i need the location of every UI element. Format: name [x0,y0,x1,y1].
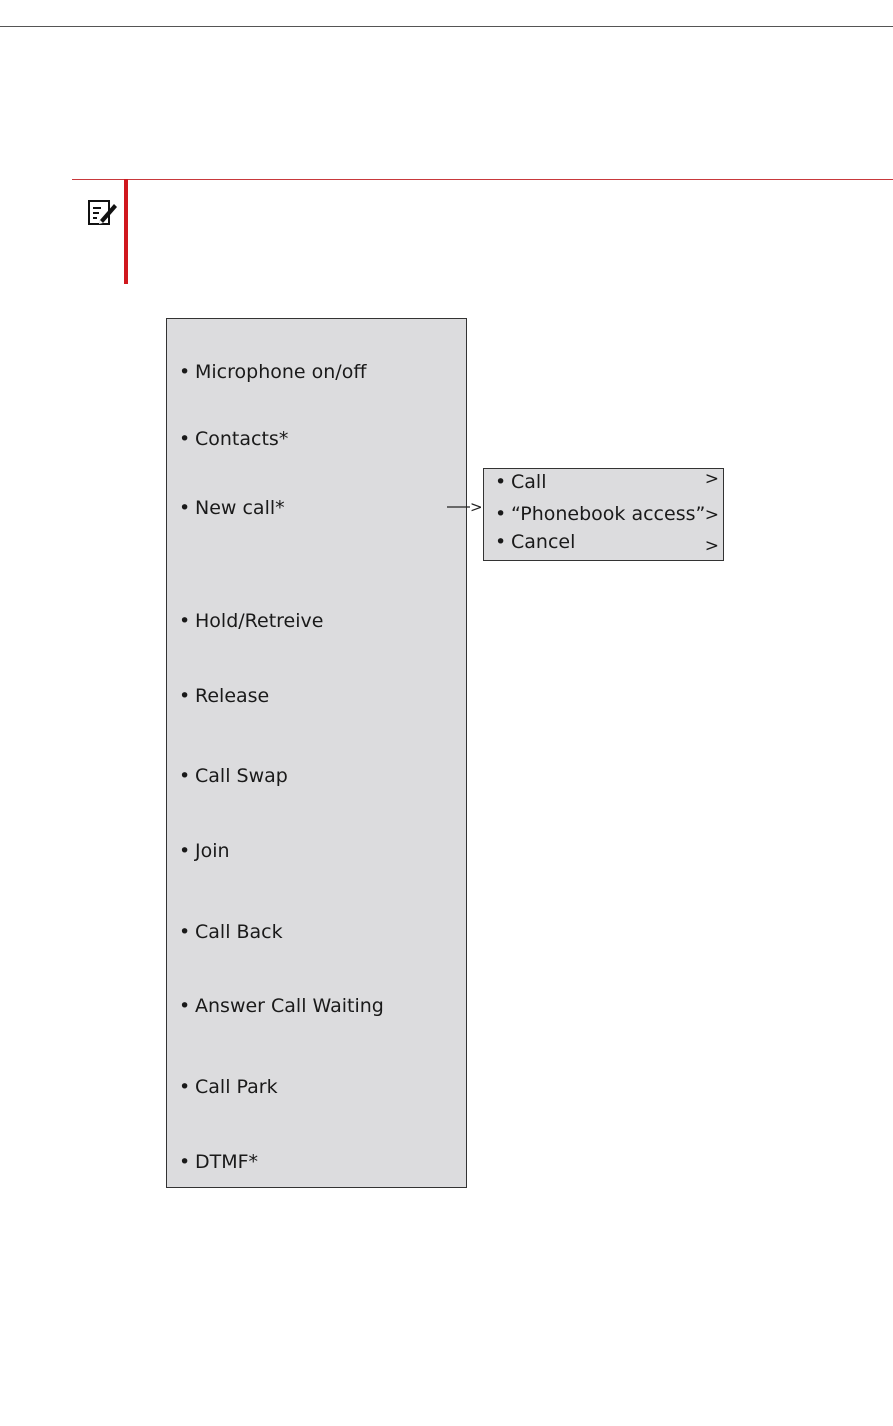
bullet: • [179,995,191,1017]
bullet: • [495,531,507,553]
submenu-arrow: > [704,469,719,489]
note-pencil-icon [86,196,118,228]
menu-item[interactable] [179,764,288,788]
bullet: • [179,685,191,707]
bullet: • [179,610,191,632]
bullet: • [179,361,191,383]
menu-item-label: DTMF* [195,1151,259,1173]
submenu-arrow: > [704,536,719,556]
bullet: • [179,1076,191,1098]
menu-item[interactable] [179,360,366,384]
menu-item-label: Call Swap [195,765,288,787]
bullet: • [495,471,507,493]
menu-item[interactable] [179,1075,278,1099]
header-rule [0,26,893,27]
submenu-item-label: Cancel [511,531,576,553]
menu-item[interactable] [179,994,384,1018]
menu-item-label: Release [195,685,270,707]
note-top-rule [72,179,893,180]
bullet: • [179,765,191,787]
menu-item[interactable] [179,496,285,520]
menu-item-label: Contacts* [195,428,289,450]
submenu-arrow: > [704,505,719,525]
submenu-item[interactable] [495,502,705,526]
bullet: • [179,921,191,943]
menu-item-label: Hold/Retreive [195,610,324,632]
bullet: • [179,428,191,450]
menu-item-label: Microphone on/off [195,361,367,383]
connector-arrow-glyph: > [470,500,483,514]
submenu-item-label: Call [511,471,547,493]
menu-item-label: Answer Call Waiting [195,995,384,1017]
note-accent-bar [124,179,128,284]
menu-item[interactable] [179,839,230,863]
menu-item-label: Call Back [195,921,283,943]
submenu-connector-arrow [447,500,483,514]
bullet: • [179,1151,191,1173]
bullet: • [179,840,191,862]
new-call-submenu [483,468,724,561]
bullet: • [179,497,191,519]
menu-item[interactable] [179,609,323,633]
menu-item-label: Call Park [195,1076,278,1098]
menu-item-label: New call* [195,497,285,519]
menu-item[interactable] [179,1150,258,1174]
submenu-item[interactable] [495,470,546,494]
bullet: • [495,503,507,525]
submenu-item[interactable] [495,530,575,554]
menu-item[interactable] [179,427,288,451]
menu-item[interactable] [179,920,283,944]
menu-item[interactable] [179,684,269,708]
menu-item-label: Join [195,840,230,862]
options-menu [166,318,467,1188]
submenu-item-label: “Phonebook access” [511,503,706,525]
